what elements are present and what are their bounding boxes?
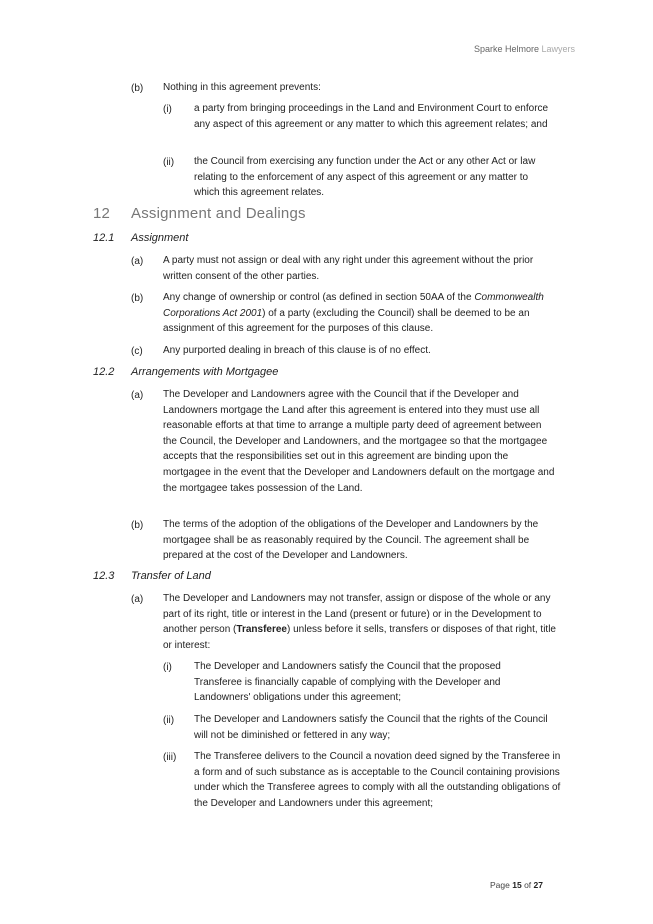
clause-text: Any purported dealing in breach of this clause is of no effect. bbox=[163, 345, 431, 356]
defined-term: Transferee bbox=[236, 624, 287, 636]
brand-name: Sparke Helmore bbox=[473, 44, 539, 54]
subsection-number: 12.1 bbox=[93, 232, 115, 244]
subclause-text: The Developer and Landowners satisfy the Council that the proposed Transferee is financially capable of complying with the Developer and Landowners' obligations under this agreement; bbox=[194, 661, 501, 704]
clause-label: (b) bbox=[131, 293, 144, 304]
subclause-label: (iii) bbox=[163, 752, 177, 763]
clause-label: (a) bbox=[131, 390, 144, 401]
section-title: Assignment and Dealings bbox=[131, 205, 306, 222]
clause-text: Any change of ownership or control (as defined in section 50AA of the Commonwealth Corporations Act 2001) of a party (excluding the Council) shall be deemed to be an assignment of this agreement for the purposes of this clause. bbox=[163, 292, 544, 335]
clause-label: (c) bbox=[131, 346, 143, 357]
clause-label: (a) bbox=[131, 256, 144, 267]
clause-text: The Developer and Landowners may not transfer, assign or dispose of the whole or any part of its right, title or interest in the Land (present or future) or in the Development to another person (Transferee) unless before it sells, transfers or disposes of that right, title or interest: bbox=[163, 593, 556, 651]
subsection-title: Arrangements with Mortgagee bbox=[131, 366, 279, 378]
section-number: 12 bbox=[93, 205, 111, 222]
clause-text: A party must not assign or deal with any right under this agreement without the prior written consent of the other parties. bbox=[163, 255, 534, 282]
subclause-text: a party from bringing proceedings in the Land and Environment Court to enforce any aspect of this agreement or any matter to which this agreement relates; and bbox=[194, 103, 549, 130]
clause-label: (b) bbox=[131, 520, 144, 531]
subsection-number: 12.2 bbox=[93, 366, 115, 378]
subclause-label: (i) bbox=[163, 662, 172, 673]
subclause-text: The Developer and Landowners satisfy the Council that the rights of the Council will not be diminished or fettered in any way; bbox=[194, 714, 548, 741]
subclause-label: (ii) bbox=[163, 715, 175, 726]
subclause-text: the Council from exercising any function under the Act or any other Act or law relating to the enforcement of any aspect of this agreement or any matter to which this agreement relates. bbox=[194, 156, 536, 199]
current-page: 15 bbox=[512, 880, 522, 890]
subclause-text: The Transferee delivers to the Council a novation deed signed by the Transferee in a form and of such substance as is acceptable to the Council containing provisions under which the Transferee agrees to comply with all the outstanding obligations of the Developer and Landowners under this agreement; bbox=[194, 751, 561, 809]
subsection-title: Transfer of Land bbox=[131, 570, 211, 582]
header-brand bbox=[474, 44, 575, 54]
subclause-label: (i) bbox=[163, 104, 172, 115]
total-pages: 27 bbox=[533, 880, 543, 890]
subsection-title: Assignment bbox=[131, 232, 189, 244]
clause-text: The Developer and Landowners agree with the Council that if the Developer and Landowners mortgage the Land after this agreement is entered into they must use all reasonable efforts at that time to arrange a multiple party deed of agreement between the Council, the Developer and Landowners, and the mortgagee so that the mortgagee accepts that the responsibilities set out in this agreement are binding upon the mortgagee in the event that the Developer and Landowners default on the mortgage and the mortgagee takes possession of the Land. bbox=[163, 389, 555, 494]
clause-label: (b) bbox=[131, 83, 144, 94]
clause-text: The terms of the adoption of the obligations of the Developer and Landowners by the mortgagee shall be as reasonably required by the Council. The agreement shall be prepared at the cost of the Developer and Landowners. bbox=[163, 519, 539, 562]
clause-text: Nothing in this agreement prevents: bbox=[163, 82, 321, 93]
brand-suffix: Lawyers bbox=[541, 44, 575, 54]
act-name: Commonwealth Corporations Act 2001 bbox=[163, 292, 544, 319]
page-number: Page 15 of 27 bbox=[489, 880, 543, 890]
subsection-number: 12.3 bbox=[93, 570, 115, 582]
clause-label: (a) bbox=[131, 594, 144, 605]
subclause-label: (ii) bbox=[163, 157, 175, 168]
